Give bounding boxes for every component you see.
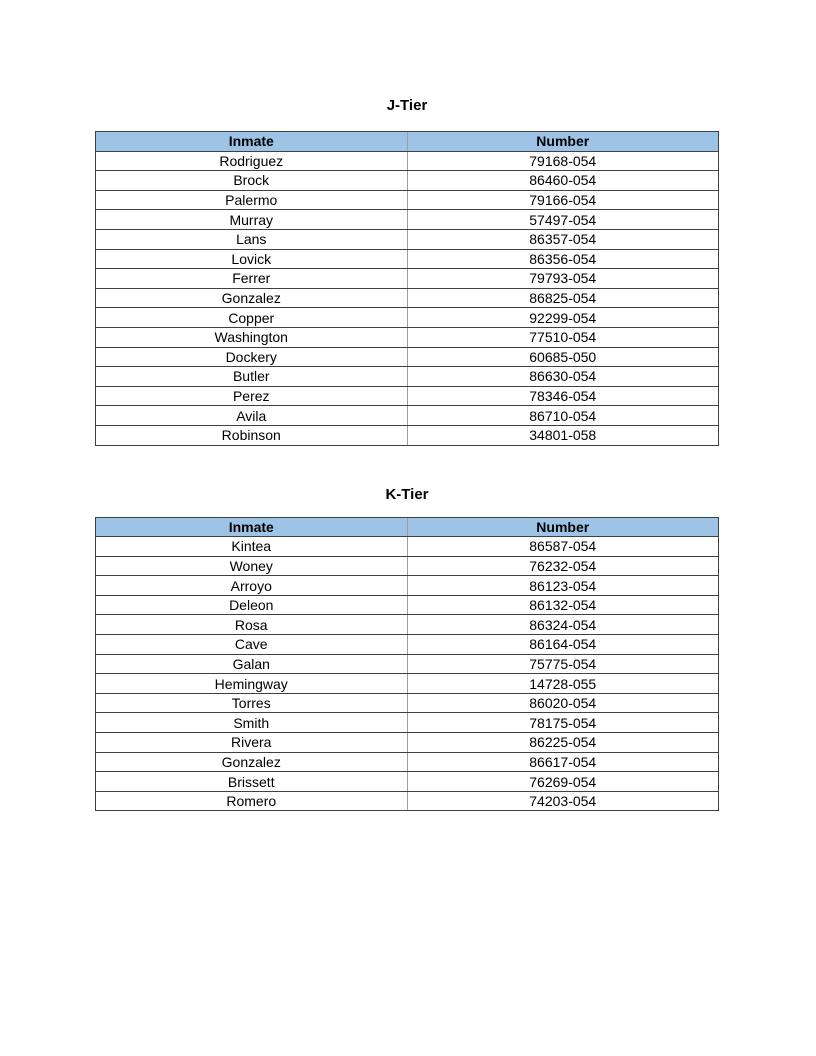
number-cell: 77510-054 [407, 327, 719, 347]
inmate-cell: Robinson [96, 425, 408, 445]
inmate-cell: Washington [96, 327, 408, 347]
inmate-cell: Woney [96, 556, 408, 576]
k-tier-table-body [96, 537, 719, 811]
k-tier-table [95, 517, 719, 812]
table-row [96, 595, 719, 615]
number-cell: 86357-054 [407, 229, 719, 249]
number-cell: 86225-054 [407, 733, 719, 753]
inmate-cell: Gonzalez [96, 288, 408, 308]
inmate-cell: Rodriguez [96, 151, 408, 171]
number-cell: 86123-054 [407, 576, 719, 596]
table-row [96, 151, 719, 171]
j-tier-table-body [96, 151, 719, 445]
number-cell: 86020-054 [407, 693, 719, 713]
table-row [96, 229, 719, 249]
number-cell: 86617-054 [407, 752, 719, 772]
table-row [96, 210, 719, 230]
table-row [96, 556, 719, 576]
number-cell: 86324-054 [407, 615, 719, 635]
inmate-cell: Butler [96, 367, 408, 387]
table-row [96, 386, 719, 406]
table-row [96, 249, 719, 269]
table-row [96, 791, 719, 811]
table-row [96, 752, 719, 772]
k-tier-title: K-Tier [385, 485, 429, 503]
table-row [96, 713, 719, 733]
inmate-cell: Rosa [96, 615, 408, 635]
inmate-cell: Kintea [96, 537, 408, 557]
inmate-cell: Lans [96, 229, 408, 249]
number-cell: 60685-050 [407, 347, 719, 367]
inmate-cell: Ferrer [96, 269, 408, 289]
number-cell: 86132-054 [407, 595, 719, 615]
number-cell: 75775-054 [407, 654, 719, 674]
table-row [96, 733, 719, 753]
inmate-cell: Palermo [96, 190, 408, 210]
table-row [96, 537, 719, 557]
table-row [96, 576, 719, 596]
inmate-cell: Dockery [96, 347, 408, 367]
table-row [96, 693, 719, 713]
table-row [96, 269, 719, 289]
column-header-number: Number [407, 132, 719, 152]
number-cell: 86460-054 [407, 171, 719, 191]
header-row [96, 132, 719, 152]
table-row [96, 406, 719, 426]
number-cell: 34801-058 [407, 425, 719, 445]
column-header-number: Number [407, 517, 719, 537]
table-row [96, 654, 719, 674]
inmate-cell: Galan [96, 654, 408, 674]
table-row [96, 615, 719, 635]
number-cell: 74203-054 [407, 791, 719, 811]
number-cell: 92299-054 [407, 308, 719, 328]
inmate-cell: Arroyo [96, 576, 408, 596]
inmate-cell: Brock [96, 171, 408, 191]
inmate-cell: Murray [96, 210, 408, 230]
table-row [96, 635, 719, 655]
number-cell: 86710-054 [407, 406, 719, 426]
number-cell: 14728-055 [407, 674, 719, 694]
k-tier-table-head [96, 517, 719, 537]
number-cell: 86164-054 [407, 635, 719, 655]
table-row [96, 367, 719, 387]
inmate-cell: Brissett [96, 772, 408, 792]
inmate-cell: Torres [96, 693, 408, 713]
number-cell: 79168-054 [407, 151, 719, 171]
number-cell: 78175-054 [407, 713, 719, 733]
table-row [96, 347, 719, 367]
number-cell: 86356-054 [407, 249, 719, 269]
number-cell: 76232-054 [407, 556, 719, 576]
k-tier-section [95, 485, 719, 812]
table-row [96, 674, 719, 694]
number-cell: 78346-054 [407, 386, 719, 406]
inmate-cell: Lovick [96, 249, 408, 269]
inmate-cell: Rivera [96, 733, 408, 753]
column-header-inmate: Inmate [96, 132, 408, 152]
table-row [96, 425, 719, 445]
j-tier-section [95, 96, 719, 446]
table-row [96, 327, 719, 347]
inmate-cell: Copper [96, 308, 408, 328]
header-row [96, 517, 719, 537]
inmate-cell: Romero [96, 791, 408, 811]
number-cell: 86825-054 [407, 288, 719, 308]
inmate-cell: Hemingway [96, 674, 408, 694]
table-row [96, 308, 719, 328]
j-tier-title: J-Tier [386, 97, 428, 114]
inmate-cell: Cave [96, 635, 408, 655]
document-content [95, 0, 719, 811]
j-tier-table [95, 131, 719, 446]
inmate-cell: Avila [96, 406, 408, 426]
number-cell: 76269-054 [407, 772, 719, 792]
number-cell: 79166-054 [407, 190, 719, 210]
number-cell: 86587-054 [407, 537, 719, 557]
table-row [96, 772, 719, 792]
number-cell: 86630-054 [407, 367, 719, 387]
inmate-cell: Gonzalez [96, 752, 408, 772]
number-cell: 57497-054 [407, 210, 719, 230]
table-row [96, 171, 719, 191]
inmate-cell: Perez [96, 386, 408, 406]
column-header-inmate: Inmate [96, 517, 408, 537]
table-row [96, 190, 719, 210]
table-row [96, 288, 719, 308]
number-cell: 79793-054 [407, 269, 719, 289]
j-tier-table-head [96, 132, 719, 152]
inmate-cell: Deleon [96, 595, 408, 615]
inmate-cell: Smith [96, 713, 408, 733]
